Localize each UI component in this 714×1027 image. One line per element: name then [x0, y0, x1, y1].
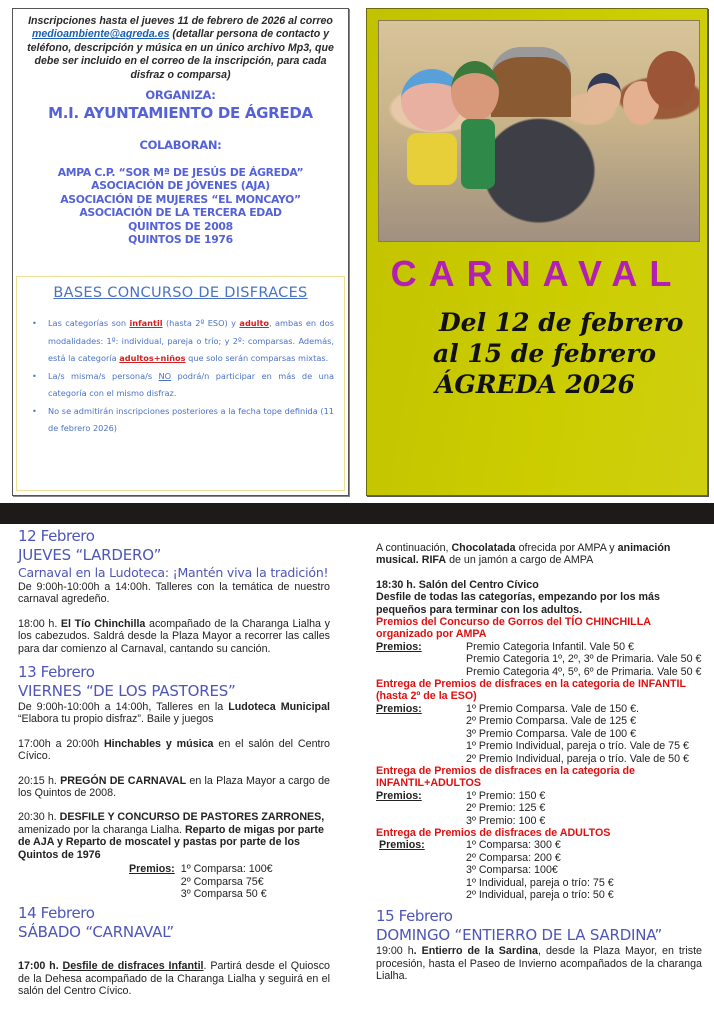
event-name: PREGÓN DE CARNAVAL	[60, 774, 187, 787]
email-link[interactable]: medioambiente@agreda.es	[31, 28, 170, 41]
gorros-heading: Premios del Concurso de Gorros del TÍO CHINCHILLA organizado por AMPA	[376, 616, 651, 641]
highlight-no: NO	[158, 370, 172, 381]
highlight-adulto: adulto	[239, 318, 269, 328]
cabezudo-green-hat	[451, 61, 499, 121]
text: de un jamón a cargo de AMPA	[446, 554, 594, 567]
text: que solo serán comparsas mixtas.	[185, 353, 329, 363]
text: De 9:00h-10:00h a 14:00h, Talleres en la	[18, 701, 229, 714]
event-name: Chocolatada	[451, 542, 516, 554]
colaborador: ASOCIACIÓN DE LA TERCERA EDAD	[79, 206, 282, 220]
bases-item	[27, 403, 334, 438]
day-13-premios	[18, 863, 330, 900]
inscripciones-details: (detallar persona de contacto y teléfono, descripción y música en un único archivo Mp3, que debe ser incluido en el correo de la inscripción, para cada disfraz o comparsa)	[27, 28, 334, 81]
event-name: . Entierro de la Sardina	[413, 945, 539, 958]
premio: 1º Comparsa: 100€	[180, 863, 273, 876]
text: A continuación,	[376, 542, 452, 554]
bases-box	[16, 276, 345, 491]
day-12-talleres: De 9:00h-10:00h a 14:00h. Talleres con la temática de nuestro carnaval agredeño.	[18, 581, 330, 606]
day-12-name: JUEVES “LARDERO”	[18, 546, 162, 564]
event-dates	[367, 307, 707, 400]
colaborador: QUINTOS DE 2008	[128, 219, 233, 233]
event-name: Desfile de disfraces Infantil	[62, 960, 204, 973]
premio: 2º Comparsa: 200 €	[466, 851, 561, 864]
day-14-desfile-infantil	[18, 960, 330, 997]
text: acompañado de la Charanga Lialha y los cabezudos. Saldrá desde la Plaza Mayor a recorrer las calles para dar comienzo al Carnaval, cantando su canción.	[18, 617, 330, 655]
time: 17:00h a 20:00h	[18, 737, 104, 750]
colaboran-label: COLABORAN:	[139, 138, 222, 153]
colaborador: ASOCIACIÓN DE JÓVENES (AJA)	[91, 179, 270, 193]
text: amenizado por la charanga Lialha.	[18, 823, 185, 836]
day-13-date: 13 Febrero	[18, 663, 95, 682]
cabezudo-captain	[587, 73, 621, 115]
premio: 1º Premio Comparsa. Vale de 150 €.	[466, 702, 640, 715]
town-year: ÁGREDA 2026	[435, 370, 635, 399]
text: “Elabora tu propio disfraz”. Baile y juegos	[18, 713, 214, 726]
premios-list	[181, 863, 273, 900]
door-shape	[491, 47, 571, 117]
mixta-heading: Entrega de Premios de disfraces en la categoria de INFANTIL+ADULTOS	[376, 764, 635, 790]
text: Las categorías son	[48, 318, 130, 328]
day-14-date: 14 Febrero	[18, 904, 95, 923]
infantil-premios	[376, 703, 702, 765]
day-15-entierro	[376, 945, 702, 982]
day-14-name: SÁBADO “CARNAVAL”	[18, 923, 175, 942]
day-15-date: 15 Febrero	[376, 907, 453, 926]
day-13-talleres	[18, 701, 330, 726]
day-15-name: DOMINGO “ENTIERRO DE LA SARDINA”	[376, 926, 663, 945]
premio: 3º Comparsa 50 €	[180, 887, 267, 900]
adultos-heading: Entrega de Premios de disfraces de ADULTOS	[376, 826, 611, 839]
highlight-adultos-ninos: adultos+niños	[119, 353, 186, 363]
premios-list	[466, 641, 701, 678]
premios-list	[466, 790, 545, 827]
event-name: Ludoteca Municipal	[228, 701, 330, 714]
text: , ambas en dos modalidades: 1º: individual, pareja o trío; y 2º: comparsas. Además, está la categoría	[48, 318, 334, 363]
premio: Premio Categoria Infantil. Vale 50 €	[466, 640, 634, 653]
time: 20:15 h.	[18, 774, 61, 787]
text: en el salón del Centro Cívico.	[18, 737, 330, 763]
inscripciones-intro: Inscripciones hasta el jueves 11 de febrero de 2026 al correo	[28, 15, 333, 27]
time: 20:30 h.	[18, 811, 60, 824]
date-from: Del 12 de febrero	[439, 308, 684, 337]
bases-list	[27, 315, 334, 438]
cabezudo-wolf	[647, 51, 695, 109]
event-name: animación musical. RIFA	[376, 542, 671, 567]
text: podrá/n participar en más de una categoría con el mismo disfraz.	[48, 370, 334, 398]
bases-item	[27, 315, 334, 368]
premios-label: Premios:	[376, 702, 422, 715]
text: La/s misma/s persona/s	[48, 370, 159, 381]
day-12-tio-chinchilla	[18, 618, 330, 655]
group-photo	[378, 20, 700, 242]
event-name: El Tío Chinchilla	[60, 617, 146, 630]
premio: 2º Individual, pareja o trío: 50 €	[466, 888, 614, 901]
info-box	[12, 8, 349, 496]
premio: 2º Premio: 125 €	[466, 802, 546, 815]
organiza-value: M.I. AYUNTAMIENTO DE ÁGREDA	[48, 104, 313, 123]
premio: 1º Premio Individual, pareja o trío. Vale de 75 €	[466, 740, 689, 753]
premios-label: Premios:	[129, 863, 175, 876]
premios-label: Premios:	[379, 839, 425, 852]
carnaval-title: CARNAVAL	[390, 253, 684, 294]
bases-title: BASES CONCURSO DE DISFRACES	[53, 285, 308, 301]
day-13-desfile	[18, 811, 330, 861]
premio: 3º Premio: 100 €	[466, 814, 546, 827]
premio: 3º Premio Comparsa. Vale de 100 €	[466, 727, 637, 740]
time: 18:00 h.	[18, 617, 61, 630]
bases-item	[27, 368, 334, 403]
premio: 1º Comparsa: 300 €	[466, 839, 561, 852]
event-name: Hinchables y música	[103, 737, 214, 750]
colaborador: AMPA C.P. “SOR Mª DE JESÚS DE ÁGREDA”	[57, 166, 304, 180]
yellow-shirt	[407, 133, 457, 185]
premio: 1º Individual, pareja o trío: 75 €	[466, 876, 614, 889]
premio: Premio Categoria 1º, 2º, 3º de Primaria. Vale 50 €	[466, 653, 702, 666]
day-14-salon-head: 18:30 h. Salón del Centro Cívico	[376, 578, 539, 591]
reparto-text: Reparto de migas por parte de AJA y Reparto de moscatel y pastas por parte de los Quintos de 1976	[18, 823, 324, 861]
colaboran-list	[13, 166, 348, 246]
text: ofrecida por AMPA y	[515, 542, 618, 554]
day-12-date: 12 Febrero	[18, 527, 95, 545]
gorros-premios	[376, 641, 702, 678]
mixta-premios	[376, 790, 702, 827]
premio: 2º Premio Comparsa. Vale de 125 €	[466, 715, 637, 728]
colaborador: ASOCIACIÓN DE MUJERES “EL MONCAYO”	[60, 192, 301, 206]
date-to: al 15 de febrero	[433, 339, 657, 368]
day-12-subtitle: Carnaval en la Ludoteca: ¡Mantén viva la tradición!	[18, 565, 329, 580]
day-13-name: VIERNES “DE LOS PASTORES”	[18, 682, 236, 701]
day-13-hinchables	[18, 738, 330, 763]
program-right-column	[376, 542, 702, 995]
green-costume	[461, 119, 495, 189]
time: 19:00 h	[376, 945, 414, 958]
adultos-premios	[376, 839, 702, 901]
event-name: DESFILE Y CONCURSO DE PASTORES ZARRONES,	[59, 811, 325, 824]
premio: 2º Premio Individual, pareja o trío. Vale de 50 €	[466, 752, 689, 765]
premios-list	[466, 839, 614, 901]
premio: 1º Premio: 150 €	[466, 789, 546, 802]
premios-label: Premios:	[376, 640, 422, 653]
text: (hasta 2º ESO) y	[162, 318, 240, 328]
day-13-pregon	[18, 775, 330, 800]
day-14-salon-body: Desfile de todas las categorías, empezando por los más pequeños para terminar con los adultos.	[376, 591, 660, 616]
highlight-infantil: infantil	[129, 318, 163, 328]
time: 17:00 h.	[18, 960, 63, 973]
infantil-heading: Entrega de Premios de disfraces en la categoria de INFANTIL (hasta 2º de la ESO)	[376, 678, 686, 703]
text: No se admitirán inscripciones posteriores a la fecha tope definida (11 de febrero 2026)	[48, 405, 334, 433]
day-14-chocolatada	[376, 542, 702, 567]
program-left-column	[18, 527, 330, 1010]
divider-bar	[0, 503, 714, 524]
text: . Partirá desde el Quiosco de la Dehesa acompañado de la Charanga Lialha y seguirá en el salón del Centro Cívico.	[18, 960, 330, 998]
premio: 3º Comparsa: 100€	[466, 864, 558, 877]
text: en la Plaza Mayor a cargo de los Quintos de 2008.	[18, 774, 330, 800]
text: , desde la Plaza Mayor, en triste procesión, hasta el Paseo de Invierno acompañados de la charanga Lialha.	[376, 945, 702, 983]
premio: Premio Categoria 4º, 5º, 6º de Primaria. Vale 50 €	[466, 665, 702, 678]
colaborador: QUINTOS DE 1976	[128, 233, 233, 247]
premios-list	[466, 703, 689, 765]
premios-label: Premios:	[376, 789, 422, 802]
organiza-label: ORGANIZA:	[145, 88, 216, 103]
premio: 2º Comparsa 75€	[180, 875, 264, 888]
inscripciones-text	[21, 15, 340, 82]
poster-box	[366, 8, 708, 496]
